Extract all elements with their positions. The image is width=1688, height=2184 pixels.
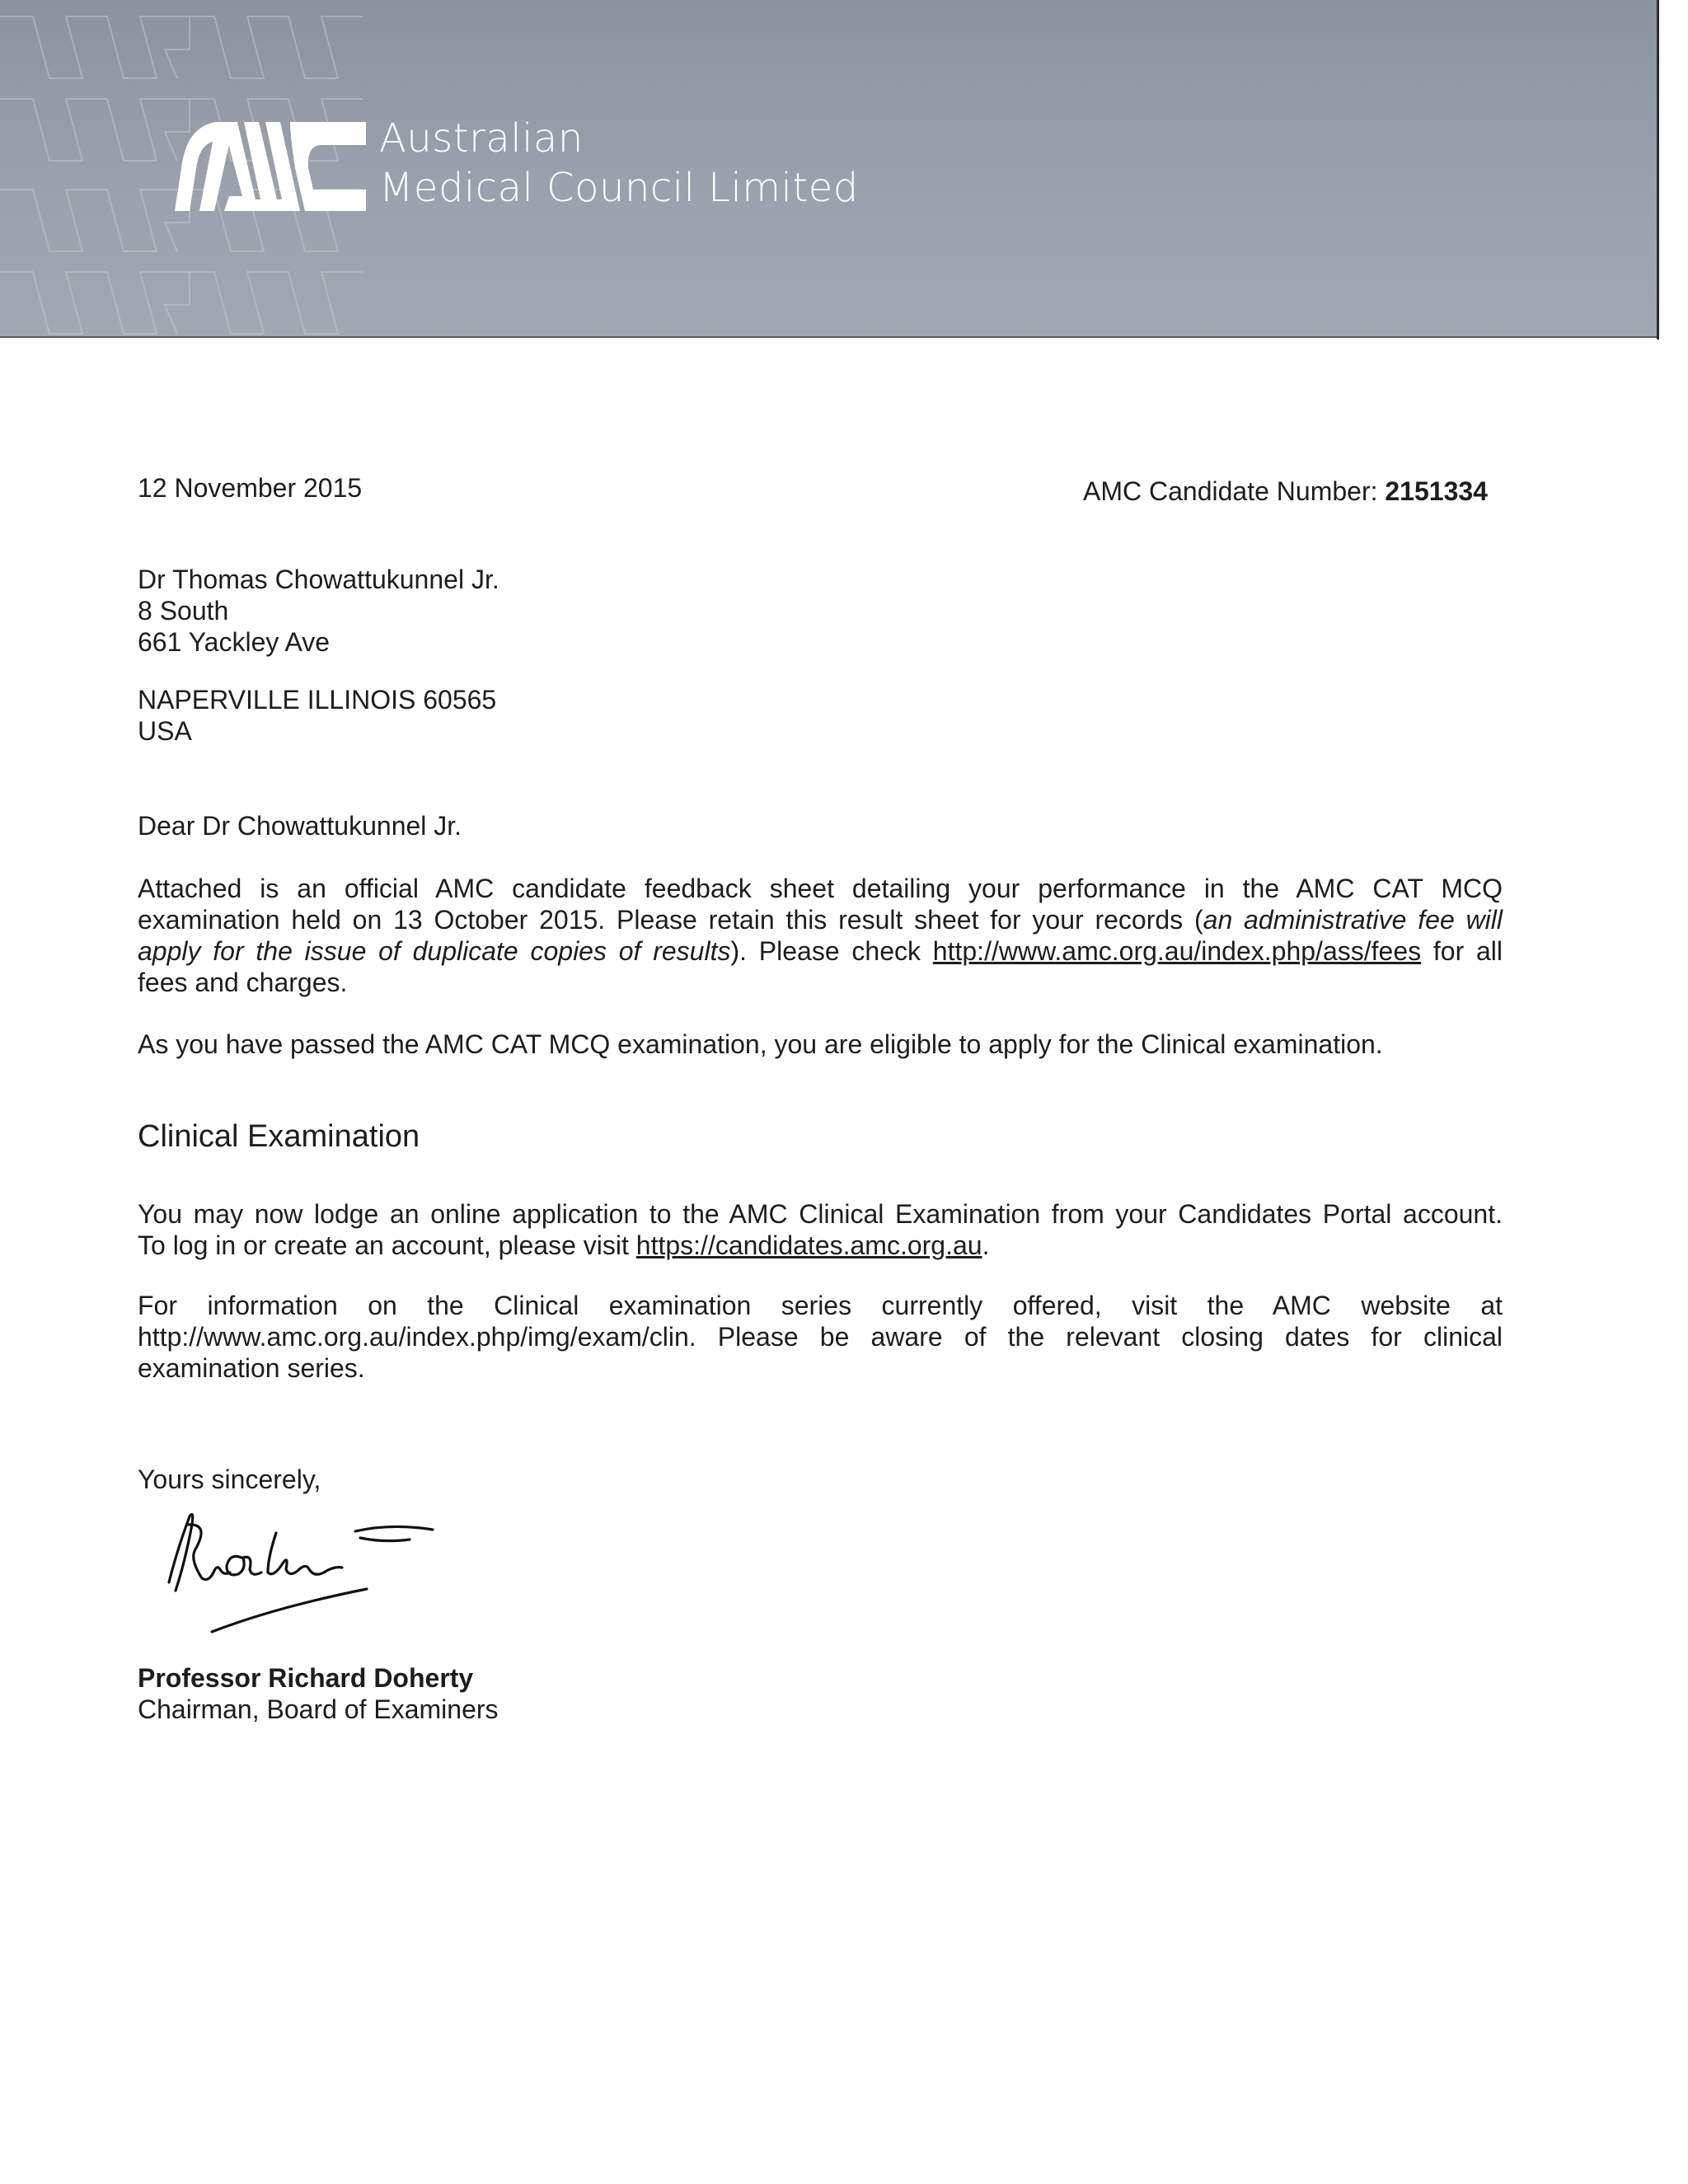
text-run: To log in or create an account, please visit: [138, 1230, 636, 1260]
signer-title: Chairman, Board of Examiners: [138, 1694, 499, 1724]
signature-image: [144, 1500, 449, 1648]
organisation-name: [379, 114, 859, 213]
candidate-number-label: AMC Candidate Number:: [1083, 476, 1386, 506]
paragraph-line: fees and charges.: [138, 968, 348, 997]
text-run: examination held on 13 October 2015. Please retain this result sheet for your records (: [138, 905, 1203, 935]
address-spacer: [138, 658, 499, 684]
italic-run: apply for the issue of duplicate copies of results: [138, 936, 731, 966]
text-run: for all: [1421, 936, 1503, 966]
text-run: .: [982, 1230, 990, 1260]
recipient-address: [138, 564, 499, 747]
paragraph-clinical-info: [138, 1290, 1503, 1384]
address-city: NAPERVILLE ILLINOIS 60565: [138, 685, 497, 715]
closing: Yours sincerely,: [138, 1465, 321, 1494]
signer-block: [138, 1662, 499, 1725]
address-line-2: 661 Yackley Ave: [138, 627, 331, 657]
signer-name: Professor Richard Doherty: [138, 1663, 474, 1693]
fees-link[interactable]: http://www.amc.org.au/index.php/ass/fees: [932, 936, 1422, 966]
paragraph-line: [138, 935, 1503, 967]
recipient-name: Dr Thomas Chowattukunnel Jr.: [138, 565, 499, 594]
text-run: ). Please check: [730, 936, 933, 966]
paragraph-line: For information on the Clinical examination series currently offered, visit the AMC website at: [138, 1291, 1503, 1320]
salutation: Dear Dr Chowattukunnel Jr.: [138, 811, 462, 841]
paragraph-line: examination series.: [138, 1353, 365, 1383]
letter-date: 12 November 2015: [138, 473, 363, 503]
section-heading: Clinical Examination: [138, 1119, 420, 1154]
paragraph-portal: [138, 1198, 1503, 1261]
paragraph-line: As you have passed the AMC CAT MCQ examination, you are eligible to apply for the Clinical examination.: [138, 1029, 1383, 1059]
scan-edge-line: [1657, 0, 1659, 340]
candidate-number-value: 2151334: [1385, 476, 1488, 506]
organisation-name-line2: Medical Council Limited: [379, 165, 859, 211]
letterhead-rule: [0, 336, 1657, 338]
paragraph-line: Attached is an official AMC candidate feedback sheet detailing your performance in the AMC CAT MCQ: [138, 874, 1503, 903]
paragraph-line: http://www.amc.org.au/index.php/img/exam/clin. Please be aware of the relevant closing dates for clinical: [138, 1322, 1503, 1352]
address-country: USA: [138, 716, 192, 746]
candidates-portal-link[interactable]: https://candidates.amc.org.au: [635, 1230, 982, 1260]
italic-run: an administrative fee will: [1203, 905, 1503, 935]
candidate-number: [1083, 476, 1488, 507]
paragraph-eligibility: [138, 1029, 1503, 1060]
paragraph-feedback: [138, 873, 1503, 998]
paragraph-line: [138, 1230, 1503, 1261]
letterhead-banner: [0, 0, 1657, 338]
amc-logo-icon: [175, 119, 366, 211]
organisation-name-line1: Australian: [379, 115, 584, 162]
paragraph-line: You may now lodge an online application to the AMC Clinical Examination from your Candidates Portal account.: [138, 1199, 1503, 1229]
paragraph-line: [138, 904, 1503, 935]
address-line-1: 8 South: [138, 596, 229, 626]
